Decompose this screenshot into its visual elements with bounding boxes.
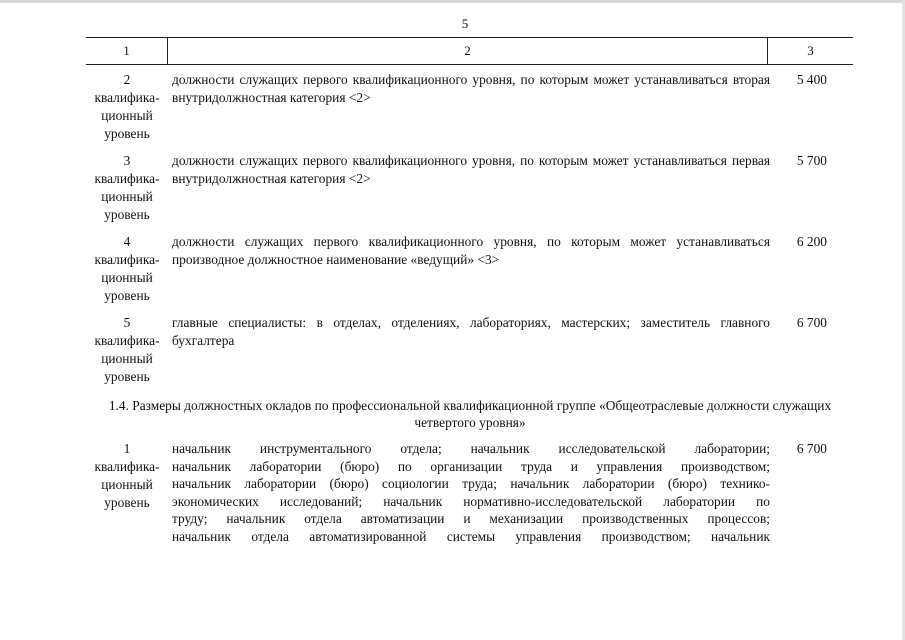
level-number: 1 bbox=[123, 441, 131, 456]
page-number: 5 bbox=[461, 16, 469, 31]
level-label-line: квалифика- bbox=[94, 171, 160, 186]
level-number: 3 bbox=[123, 153, 131, 168]
level-label-line: ционный bbox=[101, 270, 153, 285]
level-number: 2 bbox=[123, 72, 131, 87]
level-label-line: ционный bbox=[101, 108, 153, 123]
level-label-line: уровень bbox=[104, 288, 150, 303]
section-heading: 1.4. Размеры должностных окладов по профессиональной квалификационной группе «Общеотраслевые должности служащих четвертого уровня» bbox=[108, 398, 832, 430]
salary-amount: 5 700 bbox=[796, 153, 827, 168]
salary-amount: 5 400 bbox=[796, 72, 827, 87]
header-col-2: 2 bbox=[168, 38, 768, 64]
level-label-line: квалифика- bbox=[94, 90, 160, 105]
level-cell bbox=[86, 233, 168, 305]
position-description bbox=[168, 440, 770, 545]
table-row bbox=[86, 314, 853, 386]
description-line: экономических исследований; начальник нормативно-исследовательской лаборатории по bbox=[172, 493, 770, 509]
level-label-line: ционный bbox=[101, 351, 153, 366]
header-col-1: 1 bbox=[86, 38, 168, 64]
table-row bbox=[86, 152, 853, 224]
description-line: начальник инструментального отдела; начальник исследовательской лаборатории; bbox=[172, 441, 770, 456]
level-number: 5 bbox=[123, 315, 131, 330]
table-header bbox=[86, 37, 853, 65]
level-label-line: ционный bbox=[101, 189, 153, 204]
level-cell bbox=[86, 152, 168, 224]
level-number: 4 bbox=[123, 234, 131, 249]
level-label-line: уровень bbox=[104, 495, 150, 510]
position-description bbox=[168, 152, 770, 224]
level-label-line: уровень bbox=[104, 126, 150, 141]
scan-edge-top bbox=[0, 0, 905, 3]
position-description bbox=[168, 71, 770, 143]
level-label-line: уровень bbox=[104, 207, 150, 222]
salary-amount: 6 200 bbox=[796, 234, 827, 249]
level-label-line: ционный bbox=[101, 477, 153, 492]
salary-amount: 6 700 bbox=[796, 315, 827, 330]
table-row bbox=[86, 71, 853, 143]
position-description bbox=[168, 314, 770, 386]
level-label-line: квалифика- bbox=[94, 459, 160, 474]
description-line: начальник лаборатории (бюро) социологии труда; начальник лаборатории (бюро) технико- bbox=[172, 476, 770, 491]
level-label-line: квалифика- bbox=[94, 252, 160, 267]
position-description bbox=[168, 233, 770, 305]
table-row bbox=[86, 440, 853, 545]
table-row bbox=[86, 233, 853, 305]
level-label-line: квалифика- bbox=[94, 333, 160, 348]
level-cell bbox=[86, 440, 168, 545]
description-line: начальник лаборатории (бюро) по организации труда и управления производством; bbox=[172, 458, 770, 474]
description-text: должности служащих первого квалификационного уровня, по которым может устанавливаться первая внутридолжностная категория <2> bbox=[172, 153, 770, 186]
level-cell bbox=[86, 314, 168, 386]
level-label-line: уровень bbox=[104, 369, 150, 384]
header-col-3: 3 bbox=[807, 43, 814, 58]
salary-amount: 6 700 bbox=[796, 441, 827, 456]
description-text: должности служащих первого квалификационного уровня, по которым может устанавливаться производное должностное наименование «ведущий» <3> bbox=[172, 234, 770, 267]
description-line: начальник отдела автоматизированной системы управления производством; начальник bbox=[172, 528, 770, 544]
description-text: главные специалисты: в отделах, отделениях, лабораториях, мастерских; заместитель главного бухгалтера bbox=[172, 315, 770, 348]
description-line: труду; начальник отдела автоматизации и механизации производственных процессов; bbox=[172, 511, 770, 526]
level-cell bbox=[86, 71, 168, 143]
description-text: должности служащих первого квалификационного уровня, по которым может устанавливаться вторая внутридолжностная категория <2> bbox=[172, 72, 770, 105]
